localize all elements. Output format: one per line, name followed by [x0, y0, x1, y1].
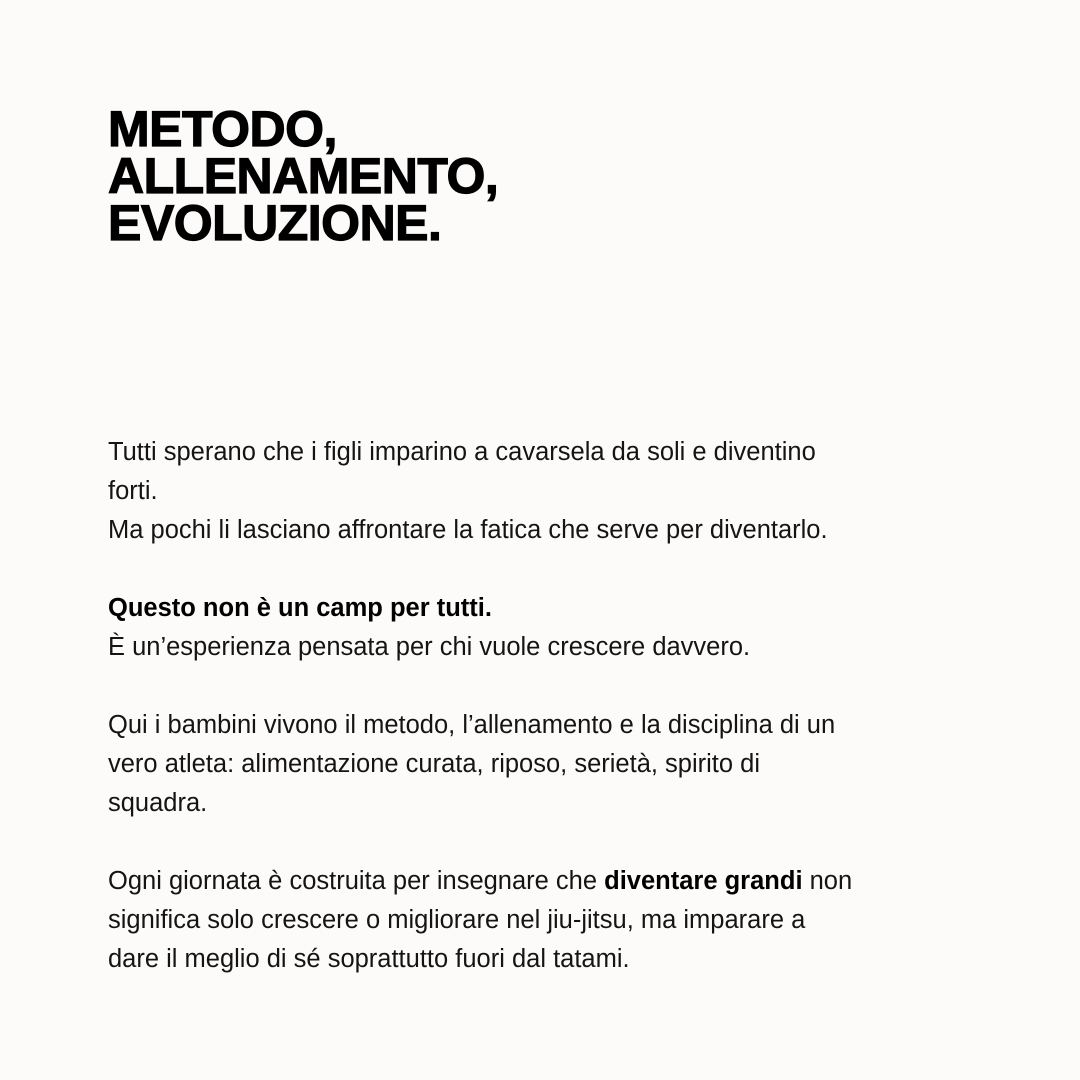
text-line: Tutti sperano che i figli imparino a cavarsela da soli e diventino [108, 438, 816, 466]
title-line: ALLENAMENTO, [108, 148, 499, 204]
page-title [108, 101, 499, 251]
bold-text: diventare grandi [604, 867, 803, 895]
text-segment: non [802, 867, 853, 895]
text-line: Qui i bambini vivono il metodo, l’allenamento e la disciplina di un [108, 711, 836, 739]
text-segment: Ogni giornata è costruita per insegnare che [108, 867, 605, 895]
paragraph-method [108, 706, 852, 823]
body-text [108, 433, 852, 979]
text-line-bold [108, 589, 852, 628]
text-line: significa solo crescere o migliorare nel jiu-jitsu, ma imparare a [108, 906, 806, 934]
text-line: È un’esperienza pensata per chi vuole crescere davvero. [108, 633, 751, 661]
text-line: vero atleta: alimentazione curata, riposo, serietà, spirito di [108, 750, 760, 778]
text-line [108, 862, 852, 901]
text-line: squadra. [108, 789, 208, 817]
text-line: dare il meglio di sé soprattutto fuori dal tatami. [108, 945, 630, 973]
paragraph-day [108, 862, 852, 979]
paragraph-intro [108, 433, 852, 550]
title-line: EVOLUZIONE. [108, 195, 442, 251]
text-line: forti. [108, 477, 158, 505]
title-line: METODO, [108, 101, 337, 157]
text-line: Ma pochi li lasciano affrontare la fatica che serve per diventarlo. [108, 516, 828, 544]
bold-text: Questo non è un camp per tutti. [108, 594, 492, 622]
paragraph-camp [108, 589, 852, 667]
